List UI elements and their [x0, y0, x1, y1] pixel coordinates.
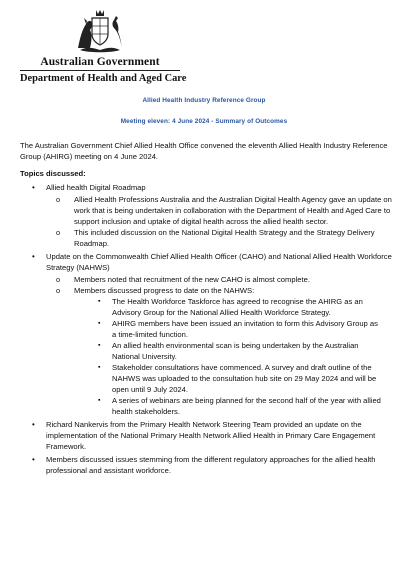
list-item: [20, 251, 396, 417]
list-item: [46, 285, 396, 417]
topic-text: Update on the Commonwealth Chief Allied Health Officer (CAHO) and National Allied Health Workforce Strategy (NAHWS): [46, 252, 392, 272]
intro-paragraph: The Australian Government Chief Allied Health Office convened the eleventh Allied Health Industry Reference Group (AHIRG) meeting on 4 June 2024.: [20, 141, 388, 161]
topic-text: Members discussed issues stemming from the different regulatory approaches for the allied health professional and assistant workforce.: [46, 455, 376, 475]
circle-bullet-icon: o: [56, 275, 61, 284]
department-name: Department of Health and Aged Care: [20, 73, 187, 84]
header-rule: [20, 70, 180, 71]
list-item: [46, 227, 396, 249]
sub-topic-text: Members discussed progress to date on the NAHWS:: [74, 286, 255, 295]
detail-text: The Health Workforce Taskforce has agreed to recognise the AHIRG as an Advisory Group for the National Allied Health Workforce Strategy.: [112, 297, 363, 317]
list-item: [74, 395, 396, 417]
topics-heading: Topics discussed:: [20, 169, 86, 178]
square-bullet-icon: ▪: [98, 364, 101, 371]
government-name: Australian Government: [40, 56, 160, 68]
meeting-title: Meeting eleven: 4 June 2024 - Summary of Outcomes: [120, 118, 288, 125]
disc-bullet-icon: •: [32, 183, 35, 192]
disc-bullet-icon: •: [32, 420, 35, 429]
detail-text: AHIRG members have been issued an invitation to form this Advisory Group as a time-limited function.: [112, 319, 378, 339]
detail-text: A series of webinars are being planned for the second half of the year with allied health stakeholders.: [112, 396, 381, 416]
circle-bullet-icon: o: [56, 195, 61, 204]
detail-text: Stakeholder consultations have commenced. A survey and draft outline of the NAHWS was uploaded to the consultation hub site on 29 May 2024 and will be open until 9 July 2024.: [112, 363, 377, 394]
circle-bullet-icon: o: [56, 286, 61, 295]
square-bullet-icon: ▪: [98, 298, 101, 305]
sub-topic-text: This included discussion on the National Digital Health Strategy and the Strategy Delivery Roadmap.: [74, 228, 375, 248]
sub-list: [46, 274, 396, 417]
list-item: [46, 194, 396, 227]
sub-sub-list: [74, 296, 396, 417]
list-item: [74, 318, 396, 340]
list-item: [74, 296, 396, 318]
square-bullet-icon: ▪: [98, 342, 101, 349]
list-item: [20, 182, 396, 249]
topics-list: [20, 182, 396, 476]
sub-topic-text: Allied Health Professions Australia and the Australian Digital Health Agency gave an update on work that is being undertaken in collaboration with the Department of Health and Aged Care to support inclusion and uptake of digital health across the allied health sector.: [74, 195, 392, 226]
list-item: [20, 454, 396, 476]
square-bullet-icon: ▪: [98, 397, 101, 404]
list-item: [20, 419, 396, 452]
topic-text: Allied health Digital Roadmap: [46, 183, 146, 192]
disc-bullet-icon: •: [32, 455, 35, 464]
sub-list: [46, 194, 396, 249]
circle-bullet-icon: o: [56, 228, 61, 237]
list-item: [74, 362, 396, 395]
sub-topic-text: Members noted that recruitment of the new CAHO is almost complete.: [74, 275, 310, 284]
square-bullet-icon: ▪: [98, 320, 101, 327]
coat-of-arms-icon: [74, 8, 126, 54]
disc-bullet-icon: •: [32, 252, 35, 261]
list-item: [46, 274, 396, 285]
topic-text: Richard Nankervis from the Primary Health Network Steering Team provided an update on the implementation of the National Primary Health Network Allied Health in Primary Care Engagement Framework.: [46, 420, 376, 451]
topics-list-container: [20, 182, 396, 478]
detail-text: An allied health environmental scan is being undertaken by the Australian National University.: [112, 341, 359, 361]
group-title: Allied Health Industry Reference Group: [142, 97, 266, 104]
list-item: [74, 340, 396, 362]
